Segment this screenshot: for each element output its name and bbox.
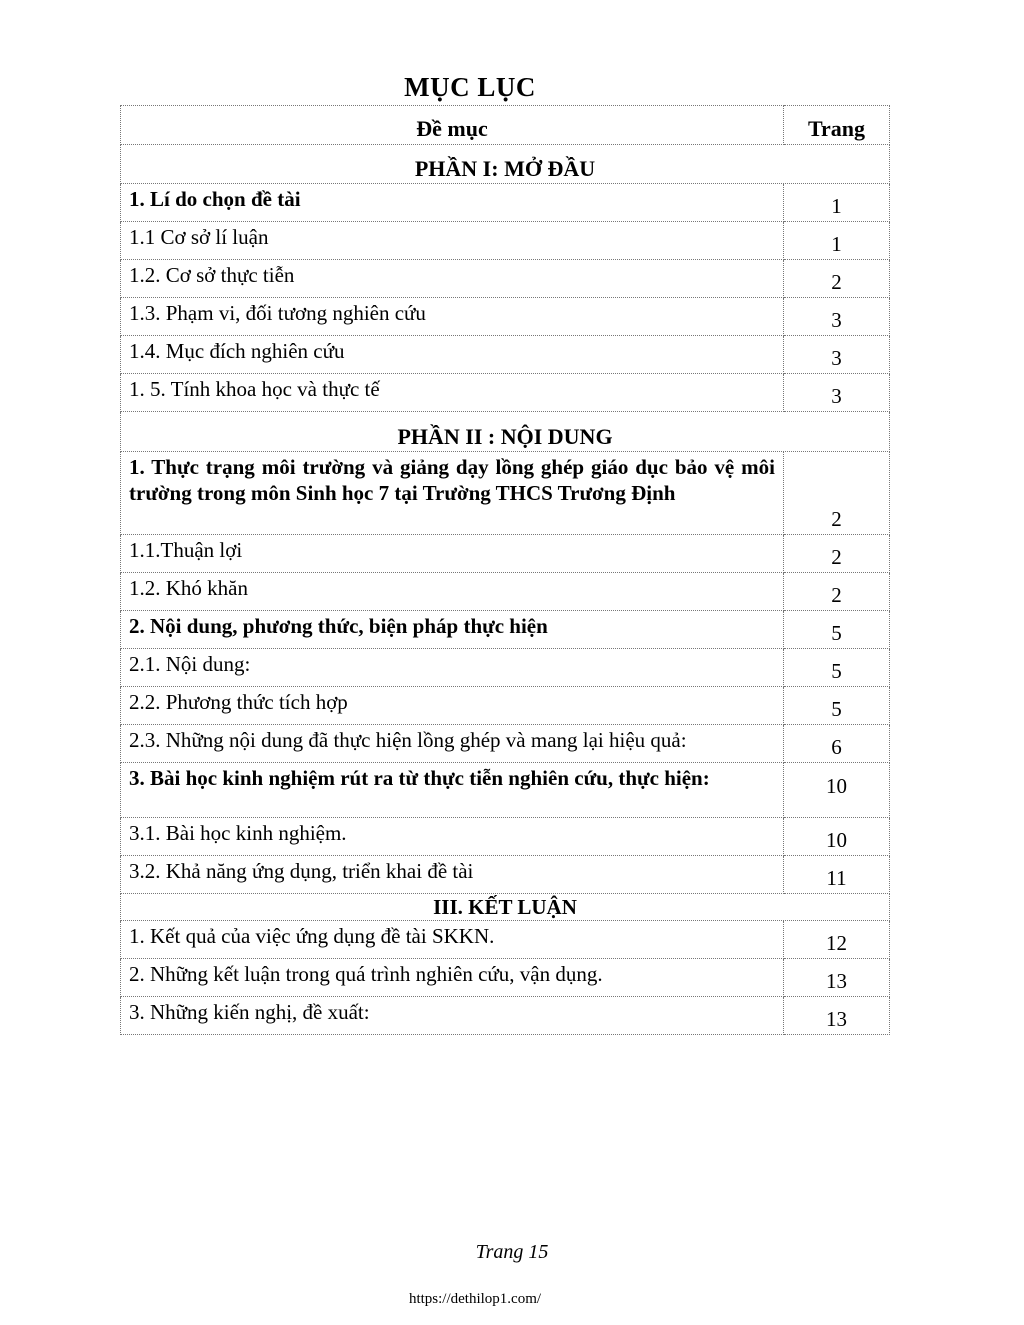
toc-row — [121, 535, 890, 573]
toc-row — [121, 374, 890, 412]
toc-entry-text: 1.2. Cơ sở thực tiễn — [121, 260, 784, 298]
toc-entry-page: 3 — [784, 336, 890, 374]
toc-entry-text: 2.3. Những nội dung đã thực hiện lồng ghép và mang lại hiệu quả: — [121, 725, 784, 763]
header-topic: Đề mục — [121, 106, 784, 145]
toc-entry-page: 10 — [784, 763, 890, 818]
toc-entry-page: 10 — [784, 818, 890, 856]
toc-entry-page: 5 — [784, 649, 890, 687]
toc-entry-text: 1.3. Phạm vi, đối tương nghiên cứu — [121, 298, 784, 336]
section-heading — [121, 412, 890, 452]
toc-row — [121, 763, 890, 818]
toc-row — [121, 260, 890, 298]
toc-row — [121, 184, 890, 222]
toc-entry-text: 3.1. Bài học kinh nghiệm. — [121, 818, 784, 856]
toc-entry-text: 1. Lí do chọn đề tài — [121, 184, 784, 222]
toc-row — [121, 959, 890, 997]
section-title: PHẦN II : NỘI DUNG — [121, 412, 890, 452]
toc-entry-text: 1.1.Thuận lợi — [121, 535, 784, 573]
toc-entry-page: 13 — [784, 959, 890, 997]
toc-row — [121, 336, 890, 374]
toc-entry-page: 1 — [784, 222, 890, 260]
toc-row — [121, 687, 890, 725]
toc-entry-text: 1.1 Cơ sở lí luận — [121, 222, 784, 260]
toc-entry-page: 2 — [784, 260, 890, 298]
toc-row — [121, 997, 890, 1035]
toc-entry-text: 1.4. Mục đích nghiên cứu — [121, 336, 784, 374]
toc-row — [121, 452, 890, 535]
section-heading — [121, 894, 890, 921]
toc-entry-text: 2. Nội dung, phương thức, biện pháp thực hiện — [121, 611, 784, 649]
toc-entry-page: 3 — [784, 298, 890, 336]
toc-entry-text: 1. Kết quả của việc ứng dụng đề tài SKKN. — [121, 921, 784, 959]
toc-row — [121, 573, 890, 611]
toc-entry-page: 5 — [784, 611, 890, 649]
toc-row — [121, 856, 890, 894]
toc-entry-page: 2 — [784, 573, 890, 611]
toc-row — [121, 818, 890, 856]
toc-table — [120, 105, 890, 1035]
toc-entry-page: 2 — [784, 535, 890, 573]
toc-row — [121, 921, 890, 959]
toc-entry-text: 2.1. Nội dung: — [121, 649, 784, 687]
toc-entry-page: 6 — [784, 725, 890, 763]
toc-entry-page: 5 — [784, 687, 890, 725]
toc-entry-text: 1.2. Khó khăn — [121, 573, 784, 611]
toc-header-row — [121, 106, 890, 145]
toc-entry-page: 1 — [784, 184, 890, 222]
toc-entry-text: 2. Những kết luận trong quá trình nghiên cứu, vận dụng. — [121, 959, 784, 997]
section-heading — [121, 145, 890, 184]
toc-entry-page: 11 — [784, 856, 890, 894]
section-title: III. KẾT LUẬN — [121, 894, 890, 921]
page-number: Trang 15 — [475, 1241, 549, 1263]
toc-title: MỤC LỤC — [404, 72, 536, 102]
toc-row — [121, 725, 890, 763]
toc-row — [121, 649, 890, 687]
toc-entry-text: 3. Bài học kinh nghiệm rút ra từ thực tiễn nghiên cứu, thực hiện: — [121, 763, 784, 818]
source-url: https://dethilop1.com/ — [408, 1291, 542, 1307]
toc-row — [121, 222, 890, 260]
toc-entry-text: 1. Thực trạng môi trường và giảng dạy lồng ghép giáo dục bảo vệ môi trường trong môn Sinh học 7 tại Trường THCS Trương Định — [121, 452, 784, 535]
toc-row — [121, 298, 890, 336]
toc-entry-text: 3.2. Khả năng ứng dụng, triển khai đề tài — [121, 856, 784, 894]
toc-entry-text: 1. 5. Tính khoa học và thực tế — [121, 374, 784, 412]
toc-entry-page: 2 — [784, 452, 890, 535]
header-page: Trang — [784, 106, 890, 145]
toc-row — [121, 611, 890, 649]
section-title: PHẦN I: MỞ ĐẦU — [121, 145, 890, 184]
toc-entry-page: 3 — [784, 374, 890, 412]
toc-entry-page: 13 — [784, 997, 890, 1035]
toc-entry-text: 3. Những kiến nghị, đề xuất: — [121, 997, 784, 1035]
toc-entry-page: 12 — [784, 921, 890, 959]
toc-entry-text: 2.2. Phương thức tích hợp — [121, 687, 784, 725]
